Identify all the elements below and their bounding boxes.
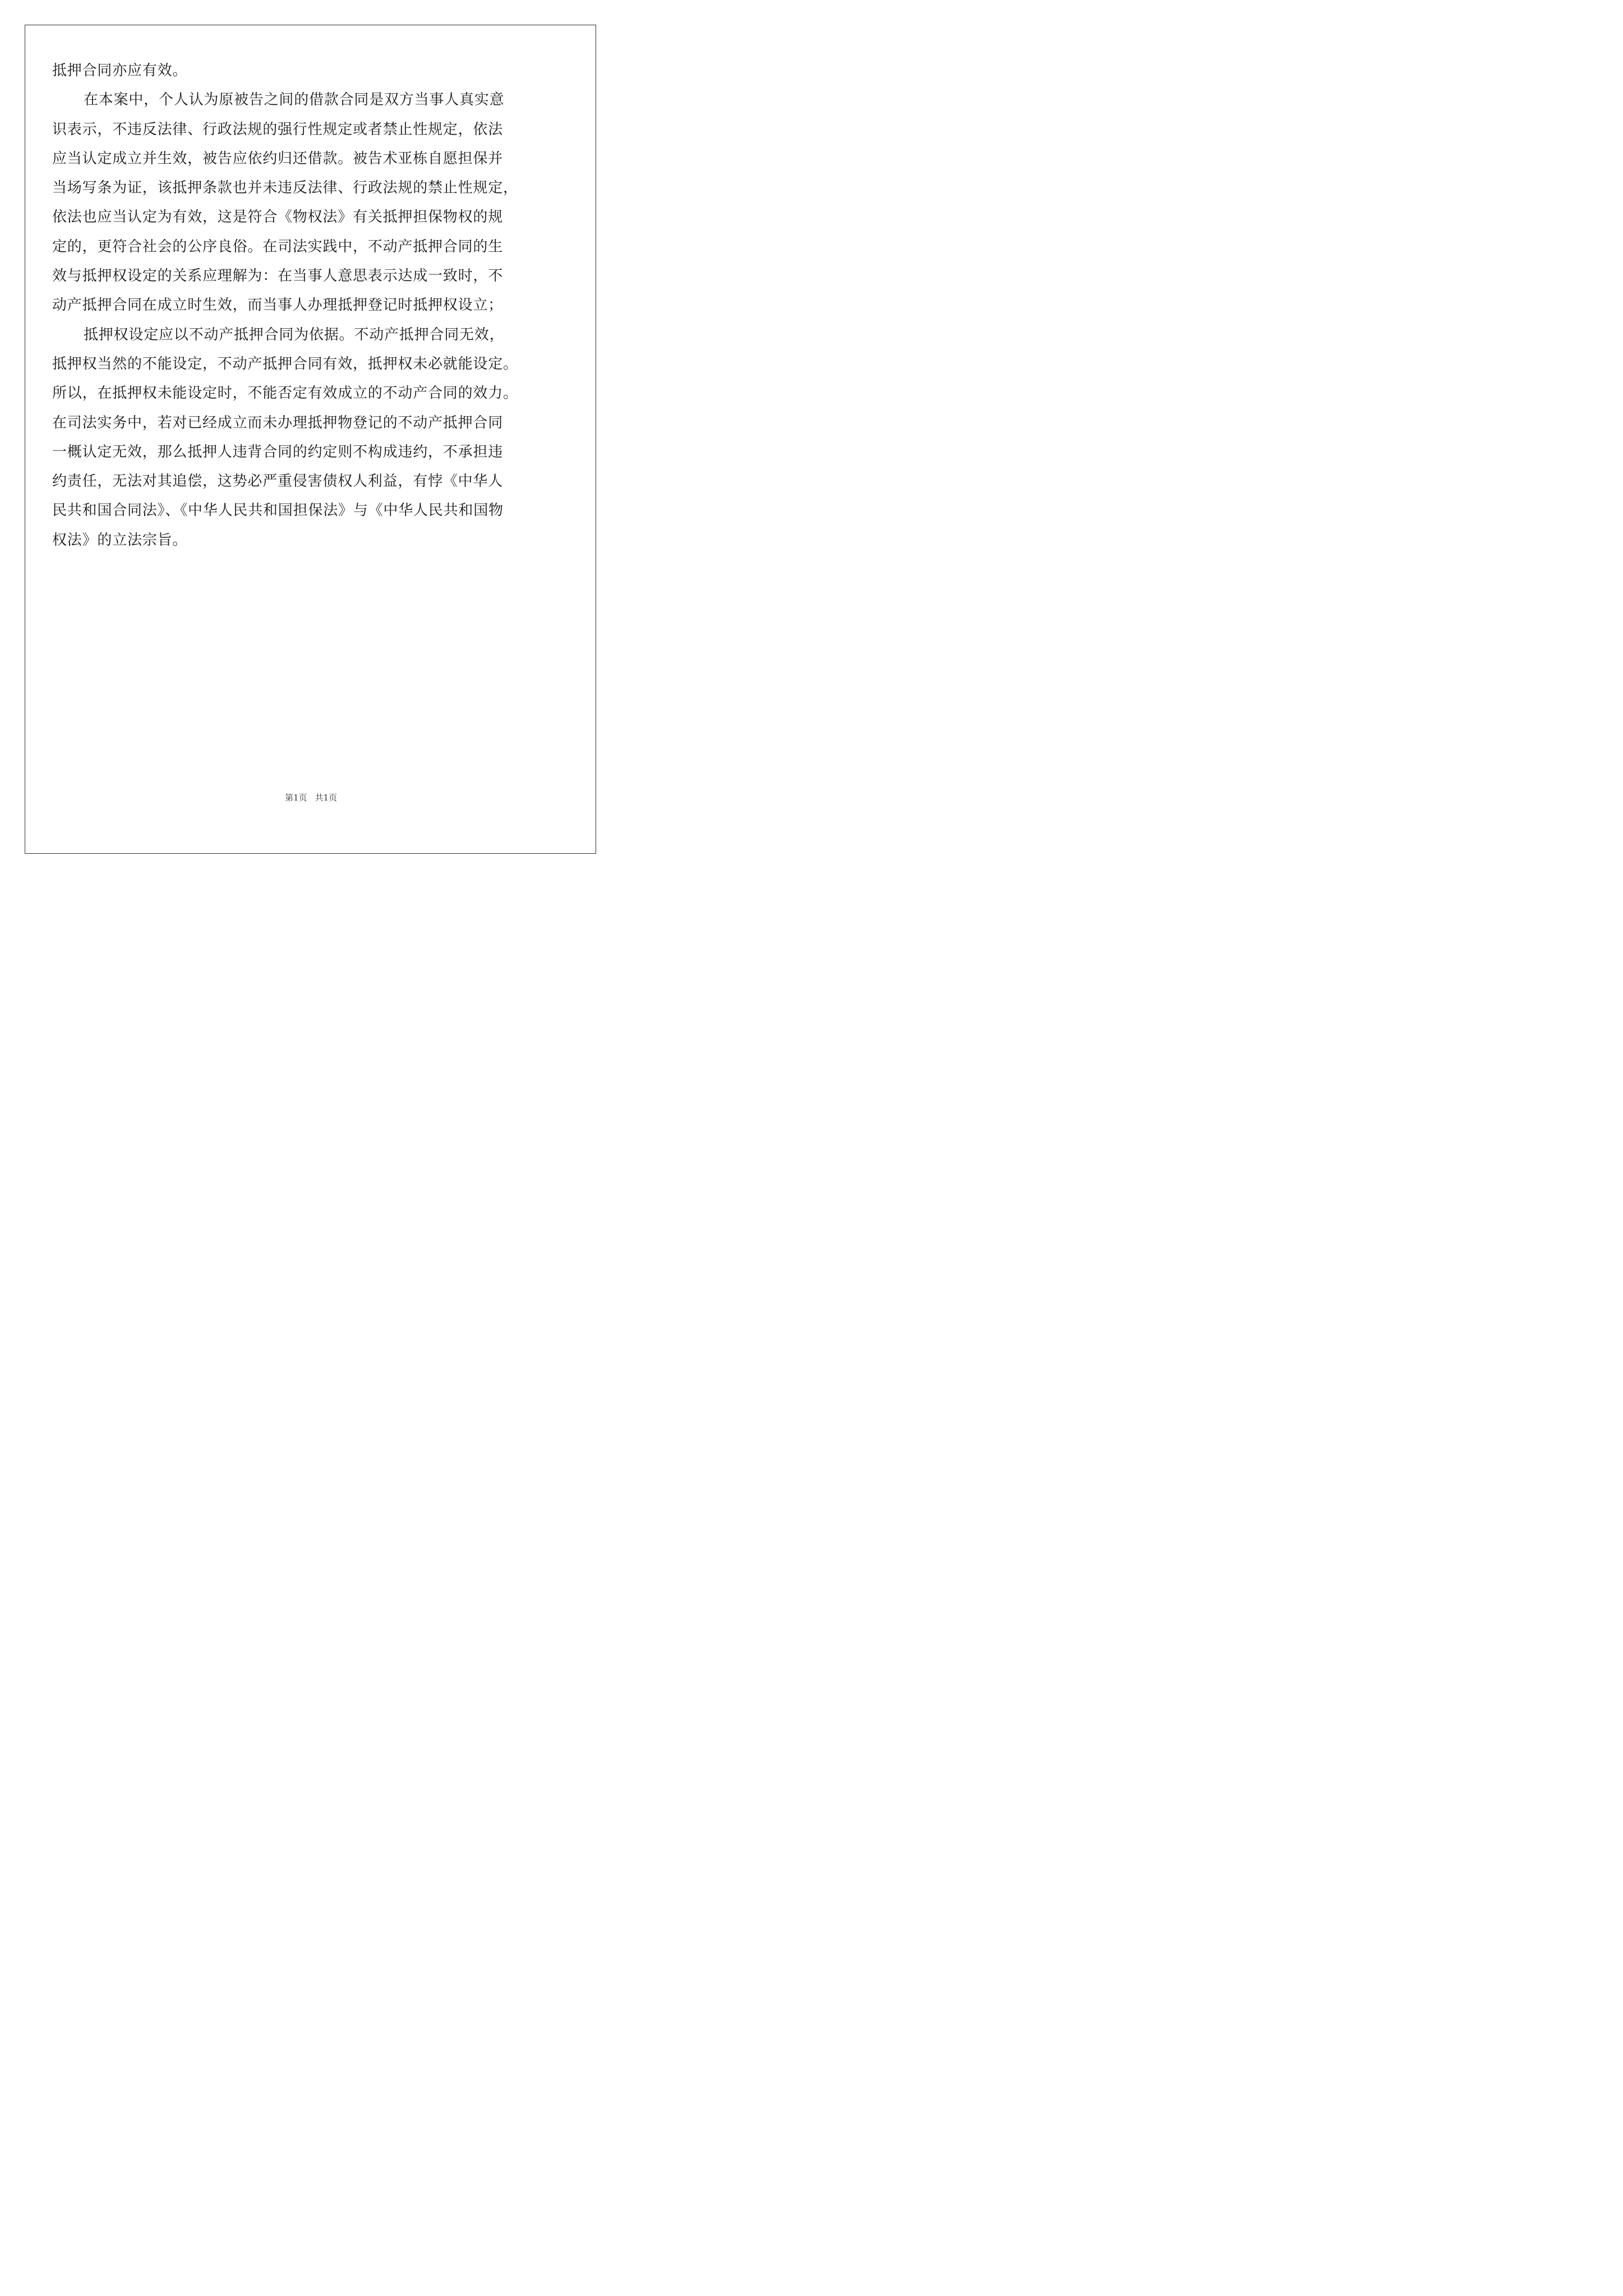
text-line: 在司法实务中，若对已经成立而未办理抵押物登记的不动产抵押合同 xyxy=(52,414,504,431)
text-line: 当场写条为证，该抵押条款也并未违反法律、行政法规的禁止性规定， xyxy=(52,180,518,197)
text-line: 效与抵押权设定的关系应理解为：在当事人意思表示达成一致时，不 xyxy=(52,268,504,285)
text-line: 识表示，不违反法律、行政法规的强行性规定或者禁止性规定，依法 xyxy=(52,121,504,138)
text-line: 民共和国合同法》、《中华人民共和国担保法》与《中华人民共和国物 xyxy=(52,502,504,519)
text-line: 约责任，无法对其追偿，这势必严重侵害债权人利益，有悖《中华人 xyxy=(52,473,504,490)
page-number-total: 共1页 xyxy=(315,793,338,803)
paragraph-start-line: 抵押权设定应以不动产抵押合同为依据。不动产抵押合同无效， xyxy=(84,326,505,343)
text-line: 一概认定无效，那么抵押人违背合同的约定则不构成违约，不承担违 xyxy=(52,443,504,461)
text-line: 权法》的立法宗旨。 xyxy=(52,531,188,549)
text-line: 所以，在抵押权未能设定时，不能否定有效成立的不动产合同的效力。 xyxy=(52,385,518,402)
text-line: 动产抵押合同在成立时生效，而当事人办理抵押登记时抵押权设立； xyxy=(52,297,504,314)
paragraph-start-line: 在本案中，个人认为原被告之间的借款合同是双方当事人真实意 xyxy=(84,91,505,109)
text-line: 抵押合同亦应有效。 xyxy=(52,62,188,79)
text-line: 抵押权当然的不能设定，不动产抵押合同有效，抵押权未必就能设定。 xyxy=(52,355,518,372)
page-number-current: 第1页 xyxy=(284,793,307,803)
text-line: 应当认定成立并生效，被告应依约归还借款。被告术亚栋自愿担保并 xyxy=(52,150,504,167)
text-line: 依法也应当认定为有效，这是符合《物权法》有关抵押担保物权的规 xyxy=(52,209,504,226)
page-footer xyxy=(0,792,622,803)
document-body xyxy=(52,56,523,555)
text-line: 定的，更符合社会的公序良俗。在司法实践中，不动产抵押合同的生 xyxy=(52,238,504,255)
